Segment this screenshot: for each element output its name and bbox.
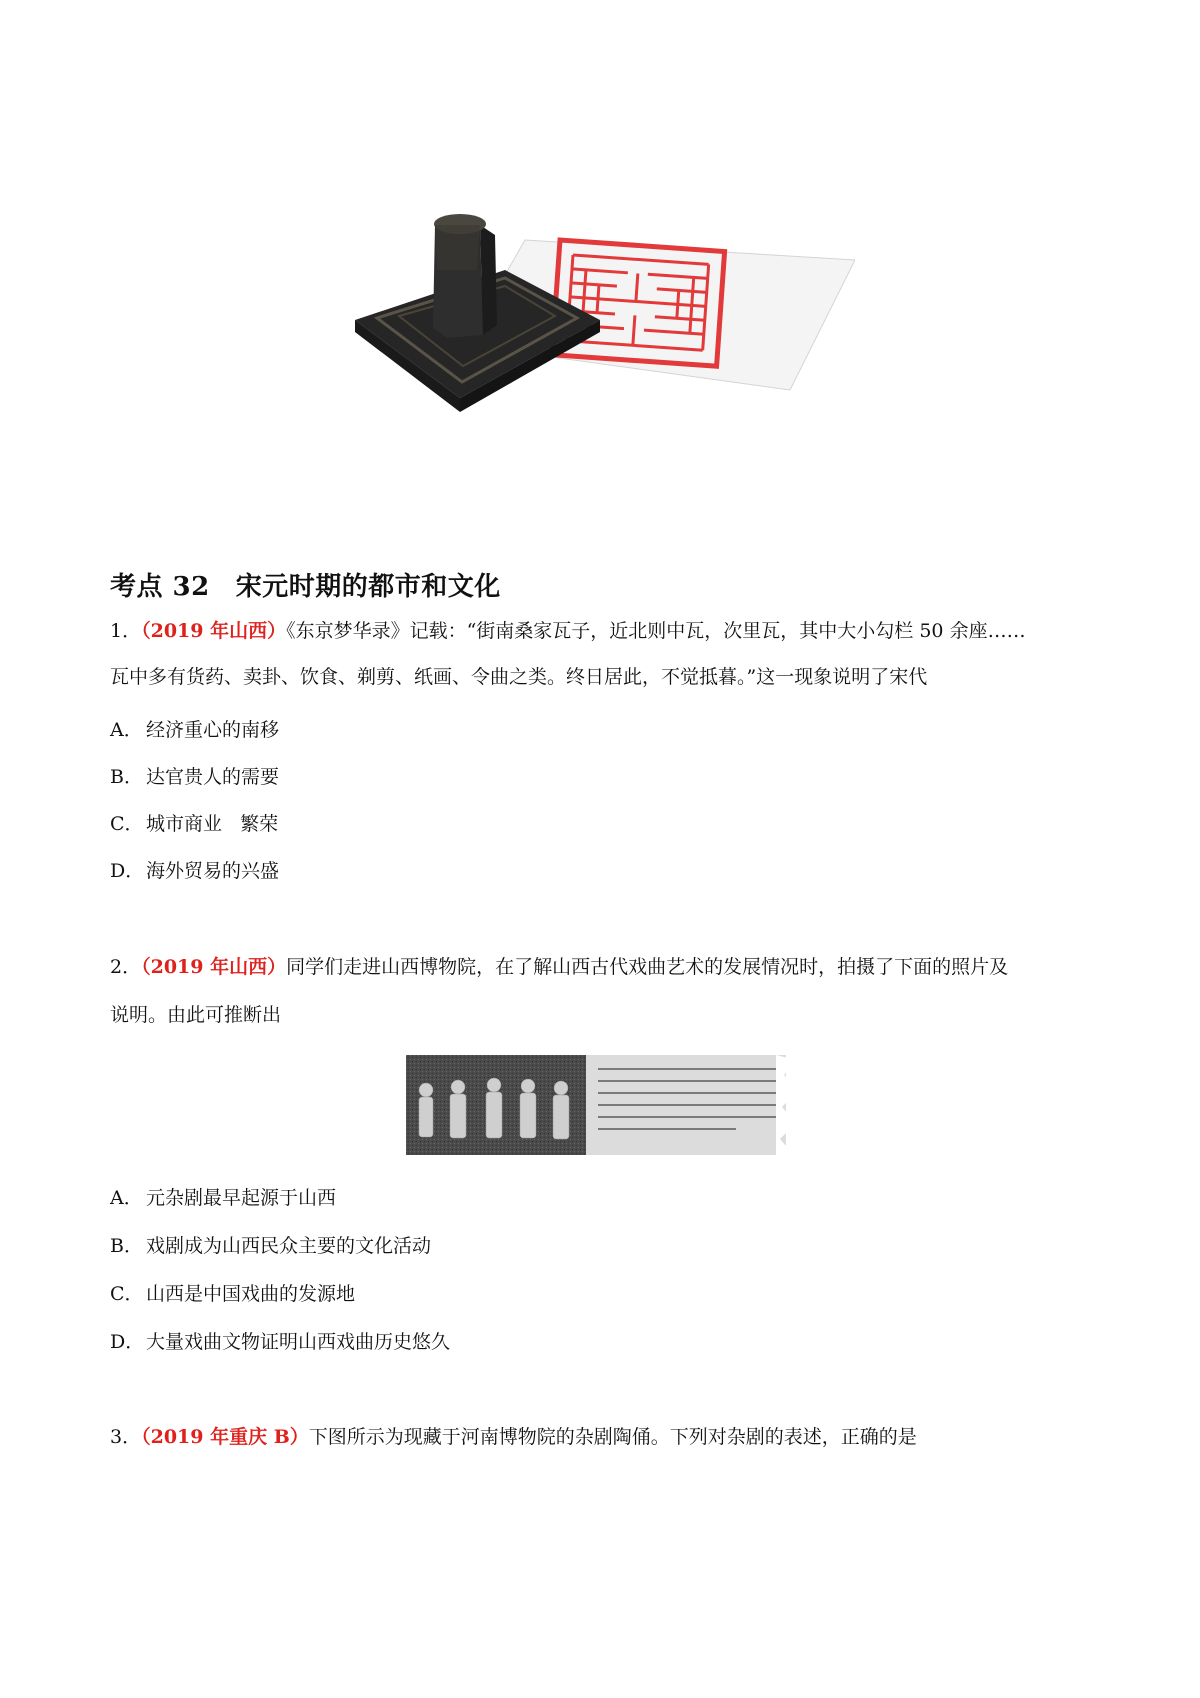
- figurine: [419, 1083, 433, 1137]
- museum-photo-image: [406, 1055, 796, 1155]
- option-text: 城市商业 繁荣: [146, 813, 279, 835]
- option-text: 达官贵人的需要: [146, 766, 280, 788]
- question-1-stem-line2: 瓦中多有货药、卖卦、饮食、剃剪、纸画、令曲之类。终日居此，不觉抵暮。”这一现象说明了宋代: [110, 666, 928, 688]
- option-letter: D．: [110, 860, 145, 882]
- question-2-option-d[interactable]: [110, 1327, 450, 1354]
- option-text: 大量戏曲文物证明山西戏曲历史悠久: [146, 1331, 451, 1353]
- option-letter: B．: [110, 1235, 143, 1257]
- question-source: （2019 年重庆 B）: [141, 1426, 309, 1448]
- question-3-stem: [110, 1428, 917, 1447]
- bronze-seal-image: [355, 200, 855, 450]
- option-letter: C．: [110, 813, 144, 835]
- option-letter: B．: [110, 766, 143, 788]
- question-2-option-c[interactable]: [110, 1279, 355, 1306]
- option-text: 山西是中国戏曲的发源地: [146, 1283, 356, 1305]
- question-number: 1．: [110, 620, 142, 642]
- section-title-text: 宋元时期的都市和文化: [235, 572, 501, 602]
- question-source: （2019 年山西）: [141, 956, 287, 978]
- question-1-option-b[interactable]: [110, 762, 279, 789]
- question-number: 3．: [110, 1426, 142, 1448]
- figurine: [450, 1080, 466, 1138]
- question-1-option-c[interactable]: [110, 809, 278, 836]
- option-text: 元杂剧最早起源于山西: [146, 1187, 337, 1209]
- question-1-stem: [110, 622, 1026, 641]
- question-2-stem: [110, 958, 1008, 977]
- option-text: 海外贸易的兴盛: [146, 860, 280, 882]
- option-text: 经济重心的南移: [146, 719, 280, 741]
- question-number: 2．: [110, 956, 142, 978]
- question-text: 下图所示为现藏于河南博物院的杂剧陶俑。下列对杂剧的表述，正确的是: [308, 1426, 917, 1448]
- option-letter: A．: [110, 719, 143, 741]
- option-letter: D．: [110, 1331, 145, 1353]
- question-1-option-a[interactable]: [110, 715, 279, 742]
- option-text: 戏剧成为山西民众主要的文化活动: [146, 1235, 432, 1257]
- section-title: [110, 566, 501, 603]
- question-2-option-b[interactable]: [110, 1231, 431, 1258]
- question-1-option-d[interactable]: [110, 856, 279, 883]
- question-text: 同学们走进山西博物院，在了解山西古代戏曲艺术的发展情况时，拍摄了下面的照片及: [286, 956, 1009, 978]
- question-2-option-a[interactable]: [110, 1183, 336, 1210]
- question-text: 《东京梦华录》记载：“街南桑家瓦子，近北则中瓦，次里瓦，其中大小勾栏 50 余座……: [286, 620, 1026, 642]
- figurine: [486, 1078, 502, 1138]
- section-title-code: 考点 32: [110, 572, 210, 602]
- question-2-stem-line2: 说明。由此可推断出: [110, 1004, 282, 1026]
- option-letter: C．: [110, 1283, 144, 1305]
- option-letter: A．: [110, 1187, 143, 1209]
- figurine: [553, 1081, 569, 1139]
- question-source: （2019 年山西）: [141, 620, 287, 642]
- figurine: [520, 1079, 536, 1138]
